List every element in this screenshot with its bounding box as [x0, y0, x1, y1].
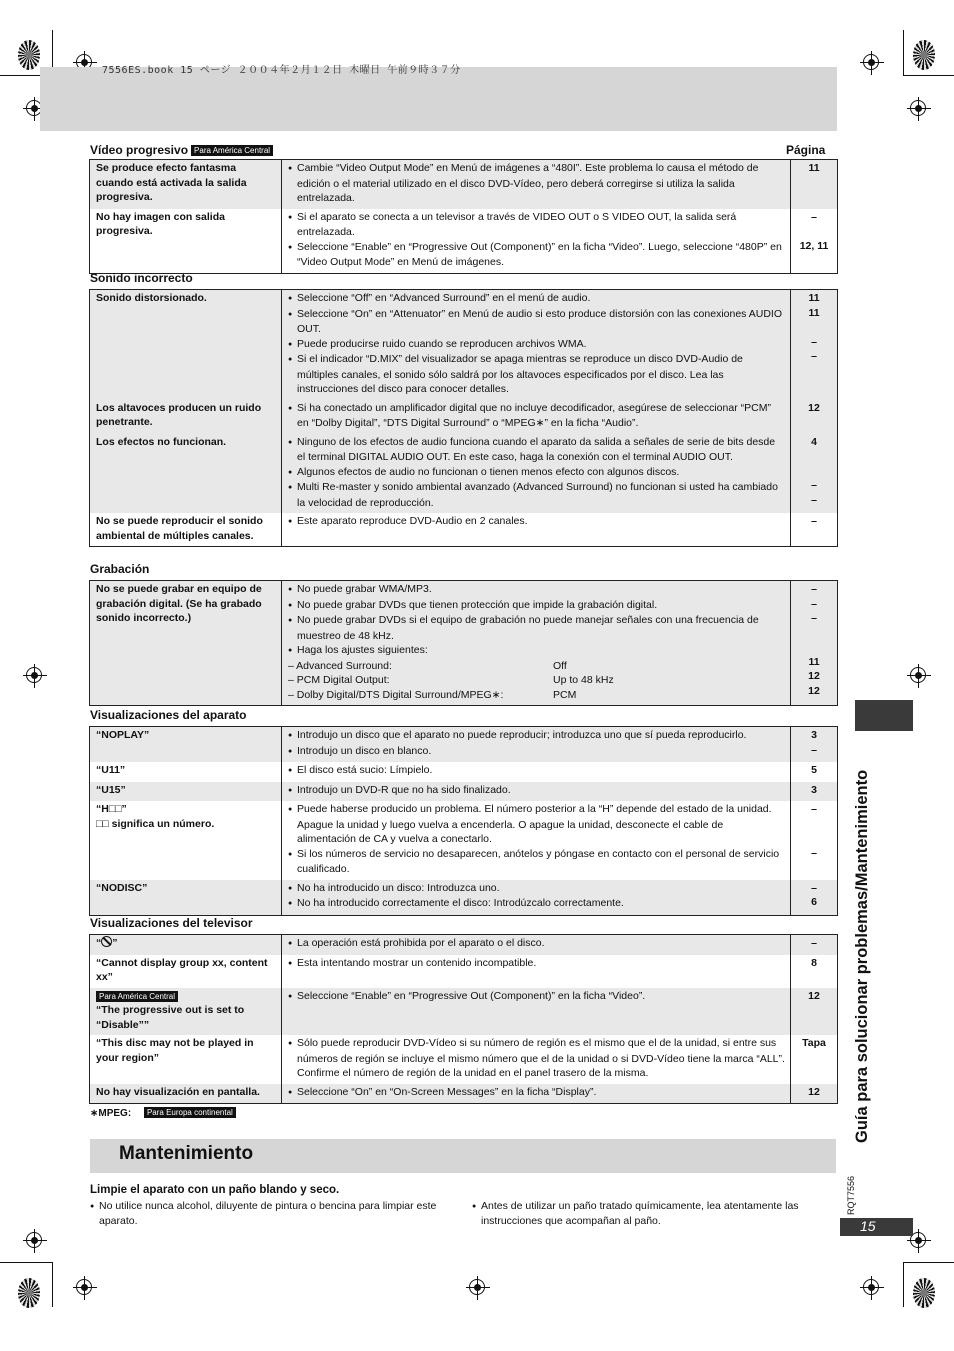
problem-cell: “Cannot display group xx, content xx” — [90, 955, 282, 988]
aparato-table — [90, 727, 837, 915]
section-title-grabacion: Grabación — [90, 562, 150, 576]
list-item: ● No puede grabar WMA/MP3. — [288, 582, 785, 598]
mpeg-footnote: ∗MPEG: Para Europa continental — [90, 1107, 236, 1119]
crosshair-icon — [23, 1229, 47, 1253]
section-title-aparato: Visualizaciones del aparato — [90, 708, 247, 722]
color-wheel-icon — [18, 40, 40, 70]
color-wheel-icon — [18, 1278, 40, 1308]
solution-cell — [282, 160, 791, 209]
cleaning-note-left — [90, 1199, 450, 1229]
page-cell: – 12, 11 — [791, 209, 838, 273]
page-cell: – – – 11 12 12 — [791, 581, 838, 705]
section-title-sonido: Sonido incorrecto — [90, 271, 193, 285]
list-item: ● Seleccione “Off” en “Advanced Surround” en el menú de audio. — [288, 291, 785, 307]
list-item: ● Seleccione “Enable” en “Progressive Out (Component)” en la ficha “Video”. — [288, 989, 785, 1005]
table-row — [90, 762, 837, 782]
list-item: ● Introdujo un DVD-R que no ha sido finalizado. — [288, 783, 785, 799]
solution-cell — [282, 801, 791, 880]
list-item: ● Sólo puede reproducir DVD-Vídeo si su número de región es el mismo que el de la unidad, si entre sus números de región se incluye el mismo número que el de la unidad o si DVD-Vídeo tiene la marca “ALL”. Confirme el número de región de la unidad en el panel trasero de la misma. — [288, 1036, 785, 1081]
list-item: ● Si el indicador “D.MIX” del visualizador se apaga mientras se reproduce un disco DVD-Audio de múltiples canales, el sonido sólo saldrá por los altavoces especificados por el disco. Lea las instrucciones del disco para conocer detalles. — [288, 352, 785, 397]
problem-cell: Los altavoces producen un ruido penetrante. — [90, 400, 282, 434]
table-row — [90, 581, 837, 705]
list-item: ● No ha introducido un disco: Introduzca uno. — [288, 881, 785, 897]
header-band — [40, 67, 837, 131]
page-cell: 11 — [791, 160, 838, 209]
list-item: ● No utilice nunca alcohol, diluyente de pintura o bencina para limpiar este aparato. — [90, 1199, 450, 1229]
setting-row: – PCM Digital Output: Up to 48 kHz — [288, 674, 614, 686]
list-item: ● Puede producirse ruido cuando se reproducen archivos WMA. — [288, 337, 785, 353]
book-print-line: 7556ES.book 15 ページ ２００４年２月１２日 木曜日 午前９時３７分 — [102, 65, 461, 76]
crosshair-icon — [73, 1276, 97, 1300]
crosshair-icon — [860, 51, 884, 75]
region-tag: Para América Central — [96, 991, 178, 1002]
solution-cell — [282, 880, 791, 915]
table-row — [90, 434, 837, 514]
sonido-table — [90, 290, 837, 546]
page-cell: 12 — [791, 988, 838, 1036]
page-cell: 3 — [791, 782, 838, 802]
list-item: ● Haga los ajustes siguientes: — [288, 643, 785, 659]
region-tag: Para Europa continental — [144, 1107, 236, 1118]
table-row — [90, 209, 837, 273]
list-item: ● El disco está sucio: Límpielo. — [288, 763, 785, 779]
list-item: ● No puede grabar DVDs que tienen protección que impide la grabación digital. — [288, 598, 785, 614]
list-item: ● Seleccione “On” en “On-Screen Messages” en la ficha “Display”. — [288, 1085, 785, 1101]
page-number-box — [840, 1218, 913, 1236]
page-number: 15 — [860, 1218, 876, 1234]
solution-cell — [282, 782, 791, 802]
list-item: ● Si ha conectado un amplificador digital que no incluye decodificador, asegúrese de seleccionar “PCM” en “Dolby Digital”, “DTS Digital Surround” o “MPEG∗” en la ficha “Audio”. — [288, 401, 785, 431]
table-row — [90, 782, 837, 802]
solution-cell — [282, 290, 791, 400]
color-wheel-icon — [913, 1278, 935, 1308]
progresivo-table — [90, 160, 837, 273]
list-item: ● Antes de utilizar un paño tratado químicamente, lea atentamente las instrucciones que acompañan al paño. — [472, 1199, 832, 1229]
page-cell: 3 – — [791, 727, 838, 762]
list-item: ● Ninguno de los efectos de audio funciona cuando el aparato da salida a señales de serie de bits desde el terminal DIGITAL AUDIO OUT. En este caso, haga la conexión con el terminal AUDIO OUT. — [288, 435, 785, 465]
grabacion-table — [90, 581, 837, 705]
page-cell: – — [791, 513, 838, 546]
crop-mark — [903, 1262, 904, 1307]
crop-mark — [52, 1262, 53, 1307]
table-row — [90, 801, 837, 880]
list-item: ● Algunos efectos de audio no funcionan o tienen menos efecto con algunos discos. — [288, 465, 785, 481]
list-item: ● Multi Re-master y sonido ambiental avanzado (Advanced Surround) no funcionan si usted ha cambiado la velocidad de reproducción. — [288, 480, 785, 510]
list-item: ● Cambie “Video Output Mode” en Menú de imágenes a “480I”. Este problema lo causa el método de edición o el material utilizado en el disco DVD-Vídeo, pero deberá corregirse si utiliza la salida entrelazada. — [288, 161, 785, 206]
solution-cell — [282, 988, 791, 1036]
crop-mark — [903, 75, 954, 76]
cleaning-note-right — [472, 1199, 832, 1229]
solution-cell — [282, 762, 791, 782]
prohibited-icon — [101, 936, 112, 947]
problem-cell: “NOPLAY” — [90, 727, 282, 762]
solution-cell — [282, 935, 791, 955]
problem-cell: “ ” — [90, 935, 282, 955]
crosshair-icon — [907, 97, 931, 121]
problem-cell: No hay visualización en pantalla. — [90, 1084, 282, 1104]
page-cell: 11 11 – – — [791, 290, 838, 400]
page-cell: 8 — [791, 955, 838, 988]
page-cell: – 6 — [791, 880, 838, 915]
solution-cell — [282, 209, 791, 273]
region-tag: Para América Central — [191, 145, 273, 156]
list-item: ● Introdujo un disco en blanco. — [288, 744, 785, 760]
chapter-tab — [855, 700, 913, 731]
page-cell: 5 — [791, 762, 838, 782]
chapter-title-vertical: Guía para solucionar problemas/Mantenimiento — [853, 769, 871, 1143]
list-item: ● Introdujo un disco que el aparato no puede reproducir; introduzca uno que sí pueda reproducirlo. — [288, 728, 785, 744]
list-item: ● Puede haberse producido un problema. El número posterior a la “H” depende del estado de la unidad. Apague la unidad y luego vuelva a encenderla. O apague la unidad, desconecte el cable de alimentación de CA y vuelva a conectarlo. — [288, 802, 785, 847]
list-item: ● Si el aparato se conecta a un televisor a través de VIDEO OUT o S VIDEO OUT, la salida será entrelazada. — [288, 210, 785, 240]
problem-cell: “NODISC” — [90, 880, 282, 915]
problem-cell: “This disc may not be played in your region” — [90, 1035, 282, 1084]
maintenance-title: Mantenimiento — [119, 1143, 254, 1164]
problem-cell: “U15” — [90, 782, 282, 802]
crop-mark — [903, 1262, 954, 1263]
section-title-progresivo: Vídeo progresivo Para América Central — [90, 143, 273, 157]
problem-cell: Sonido distorsionado. — [90, 290, 282, 400]
problem-cell: “H□□” □□ significa un número. — [90, 801, 282, 880]
document-code: RQT7556 — [846, 1175, 856, 1215]
page-cell: 12 — [791, 1084, 838, 1104]
crosshair-icon — [23, 664, 47, 688]
list-item: ● Esta intentando mostrar un contenido incompatible. — [288, 956, 785, 972]
setting-row: – Advanced Surround: Off — [288, 659, 567, 672]
list-item: ● Si los números de servicio no desaparecen, anótelos y póngase en contacto con el personal de servicio cualificado. — [288, 847, 785, 877]
table-row — [90, 988, 837, 1036]
problem-cell: Para América Central “The progressive out is set to “Disable”” — [90, 988, 282, 1036]
list-item: ● Este aparato reproduce DVD-Audio en 2 canales. — [288, 514, 785, 530]
solution-cell — [282, 400, 791, 434]
crosshair-icon — [907, 664, 931, 688]
color-wheel-icon — [913, 40, 935, 70]
problem-cell: No se puede reproducir el sonido ambiental de múltiples canales. — [90, 513, 282, 546]
table-row — [90, 513, 837, 546]
crop-mark — [903, 30, 904, 75]
list-item: ● La operación está prohibida por el aparato o el disco. — [288, 936, 785, 952]
table-row — [90, 400, 837, 434]
solution-cell — [282, 513, 791, 546]
page-column-heading: Página — [786, 143, 826, 157]
table-row — [90, 955, 837, 988]
solution-cell — [282, 1084, 791, 1104]
solution-cell — [282, 955, 791, 988]
table-row — [90, 1035, 837, 1084]
page-cell: 4 – – — [791, 434, 838, 514]
table-row — [90, 727, 837, 762]
solution-cell — [282, 434, 791, 514]
list-item: ● No puede grabar DVDs si el equipo de grabación no puede manejar señales con una frecuencia de muestreo de 48 kHz. — [288, 613, 785, 643]
problem-cell: No se puede grabar en equipo de grabación digital. (Se ha grabado sonido incorrecto.) — [90, 581, 282, 705]
problem-cell: Se produce efecto fantasma cuando está activada la salida progresiva. — [90, 160, 282, 209]
list-item: ● Seleccione “On” en “Attenuator” en Menú de audio si esto produce distorsión con las conexiones AUDIO OUT. — [288, 307, 785, 337]
problem-cell: Los efectos no funcionan. — [90, 434, 282, 514]
solution-cell — [282, 1035, 791, 1084]
table-row — [90, 880, 837, 915]
solution-cell — [282, 727, 791, 762]
table-row — [90, 290, 837, 400]
page-cell: – — [791, 935, 838, 955]
crosshair-icon — [860, 1276, 884, 1300]
televisor-table — [90, 935, 837, 1103]
page-cell: – – — [791, 801, 838, 880]
table-row — [90, 160, 837, 209]
page-cell: Tapa — [791, 1035, 838, 1084]
table-row — [90, 1084, 837, 1104]
crop-mark — [0, 1262, 52, 1263]
setting-row: – Dolby Digital/DTS Digital Surround/MPEG∗: PCM — [288, 688, 577, 701]
list-item: ● No ha introducido correctamente el disco: Introdúzcalo correctamente. — [288, 896, 785, 912]
table-row — [90, 935, 837, 955]
page-cell: 12 — [791, 400, 838, 434]
section-title-televisor: Visualizaciones del televisor — [90, 916, 253, 930]
list-item: ● Seleccione “Enable” en “Progressive Out (Component)” en la ficha “Video”. Luego, seleccione “480P” en “Video Output Mode” en Menú de imágenes. — [288, 240, 785, 270]
solution-cell — [282, 581, 791, 705]
cleaning-heading: Limpie el aparato con un paño blando y seco. — [90, 1184, 340, 1196]
problem-cell: “U11” — [90, 762, 282, 782]
problem-cell: No hay imagen con salida progresiva. — [90, 209, 282, 273]
crosshair-icon — [466, 1276, 490, 1300]
